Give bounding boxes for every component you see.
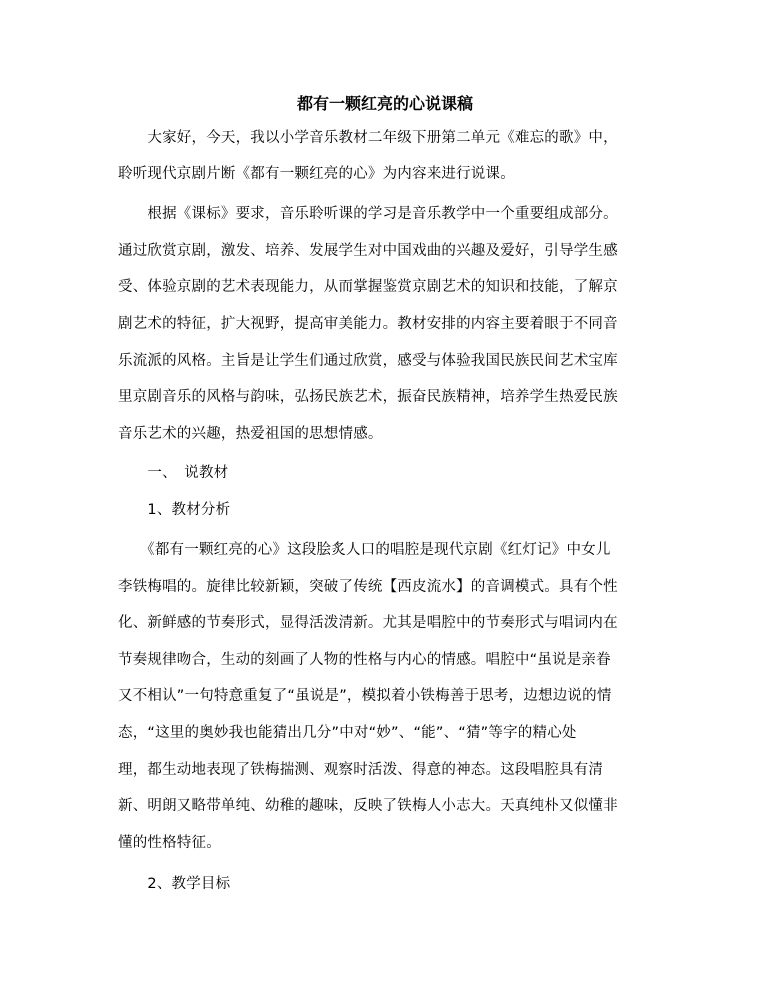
text-line: 又不相认”一句特意重复了“虽说是”，模拟着小铁梅善于思考，边想边说的情 xyxy=(118,688,612,704)
text-line: 懂的性格特征。 xyxy=(118,835,221,851)
text-line: 通过欣赏京剧，激发、培养、发展学生对中国戏曲的兴趣及爱好，引导学生感 xyxy=(118,243,618,259)
text-line: 根据《课标》要求，音乐聆听课的学习是音乐教学中一个重要组成部分。 xyxy=(118,206,618,222)
text-line: 里京剧音乐的风格与韵味，弘扬民族艺术，振奋民族精神，培养学生热爱民族 xyxy=(118,389,618,405)
text-line: 聆听现代京剧片断《都有一颗红亮的心》为内容来进行说课。 xyxy=(118,166,515,182)
section-heading: 一、 说教材 xyxy=(118,465,229,481)
text-line: 音乐艺术的兴趣，热爱祖国的思想情感。 xyxy=(118,426,383,442)
text-line: 剧艺术的特征，扩大视野，提高审美能力。教材安排的内容主要着眼于不同音 xyxy=(118,316,618,332)
subsection-heading: 2、教学目标 xyxy=(118,876,231,892)
text-line: 态，“这里的奥妙我也能猜出几分”中对“妙”、“能”、“猜”等字的精心处 xyxy=(118,725,577,741)
text-line: 节奏规律吻合，生动的刻画了人物的性格与内心的情感。唱腔中“虽说是亲眷 xyxy=(118,652,611,668)
text-line: 理，都生动地表现了铁梅揣测、观察时活泼、得意的神态。这段唱腔具有清 xyxy=(118,762,604,778)
document-title: 都有一颗红亮的心说课稿 xyxy=(296,94,473,113)
text-line: 受、体验京剧的艺术表现能力，从而掌握鉴赏京剧艺术的知识和技能，了解京 xyxy=(118,279,618,295)
text-line: 化、新鲜感的节奏形式，显得活泼清新。尤其是唱腔中的节奏形式与唱词内在 xyxy=(118,615,618,631)
text-line: 《都有一颗红亮的心》这段脍炙人口的唱腔是现代京剧《红灯记》中女儿 xyxy=(118,542,611,558)
subsection-heading: 1、教材分析 xyxy=(118,502,231,518)
text-line: 乐流派的风格。主旨是让学生们通过欣赏，感受与体验我国民族民间艺术宝库 xyxy=(118,353,618,369)
text-line: 李铁梅唱的。旋律比较新颖，突破了传统【西皮流水】的音调模式。具有个性 xyxy=(118,579,618,595)
text-line: 大家好，今天，我以小学音乐教材二年级下册第二单元《难忘的歌》中， xyxy=(118,130,618,146)
text-line: 新、明朗又略带单纯、幼稚的趣味，反映了铁梅人小志大。天真纯朴又似懂非 xyxy=(118,798,618,814)
